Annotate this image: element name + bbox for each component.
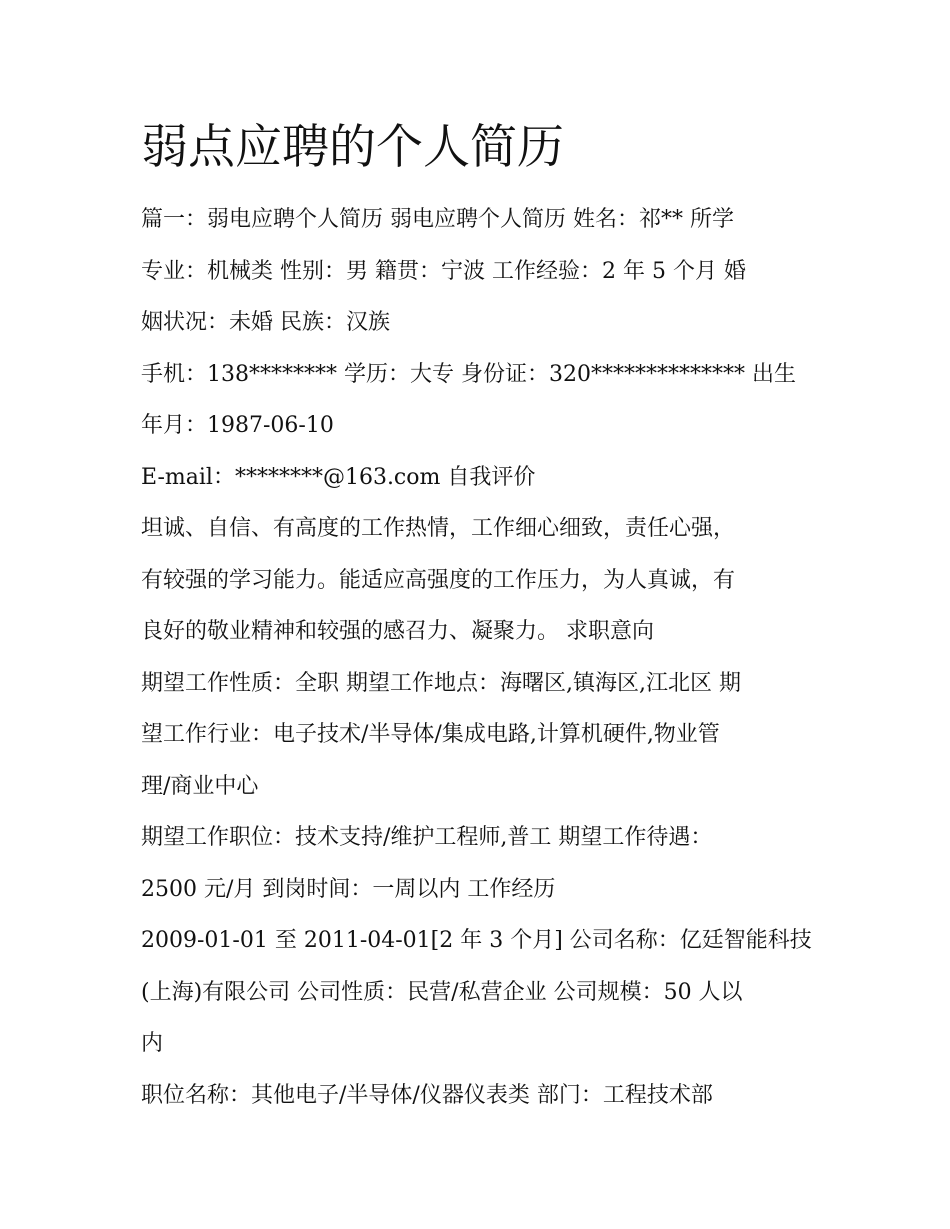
text-line-14: 2500 元/月 到岗时间：一周以内 工作经历 — [141, 876, 556, 902]
text-line-12: 理/商业中心 — [141, 773, 259, 799]
text-line-9: 良好的敬业精神和较强的感召力、凝聚力。 求职意向 — [141, 619, 654, 644]
text-line-5: 年月：1987-06-10 — [141, 413, 334, 438]
text-line-8: 有较强的学习能力。能适应高强度的工作压力，为人真诚，有 — [141, 567, 736, 593]
text-line-6: E-mail：********@163.com 自我评价 — [141, 464, 536, 490]
page-title: 弱点应聘的个人简历 — [141, 120, 564, 175]
text-line-3: 姻状况：未婚 民族：汉族 — [141, 310, 390, 335]
text-line-15: 2009-01-01 至 2011-04-01[2 年 3 个月] 公司名称：亿廷智能科技 — [141, 928, 812, 953]
resume-body — [141, 194, 841, 1121]
text-line-7: 坦诚、自信、有高度的工作热情，工作细心细致，责任心强， — [141, 516, 736, 541]
text-line-2: 专业：机械类 性别：男 籍贯：宁波 工作经验：2 年 5 个月 婚 — [141, 258, 746, 284]
text-line-4: 手机：138******** 学历：大专 身份证：320************** 出生 — [141, 361, 796, 387]
text-line-11: 望工作行业：电子技术/半导体/集成电路,计算机硬件,物业管 — [141, 722, 720, 747]
text-line-1: 篇一：弱电应聘个人简历 弱电应聘个人简历 姓名：祁** 所学 — [141, 207, 734, 232]
text-line-10: 期望工作性质：全职 期望工作地点：海曙区,镇海区,江北区 期 — [141, 670, 741, 696]
text-line-13: 期望工作职位：技术支持/维护工程师,普工 期望工作待遇： — [141, 825, 713, 850]
text-line-17: 内 — [141, 1031, 164, 1056]
text-line-16: (上海)有限公司 公司性质：民营/私营企业 公司规模：50 人以 — [141, 979, 743, 1005]
text-line-18: 职位名称：其他电子/半导体/仪器仪表类 部门：工程技术部 — [141, 1082, 713, 1108]
